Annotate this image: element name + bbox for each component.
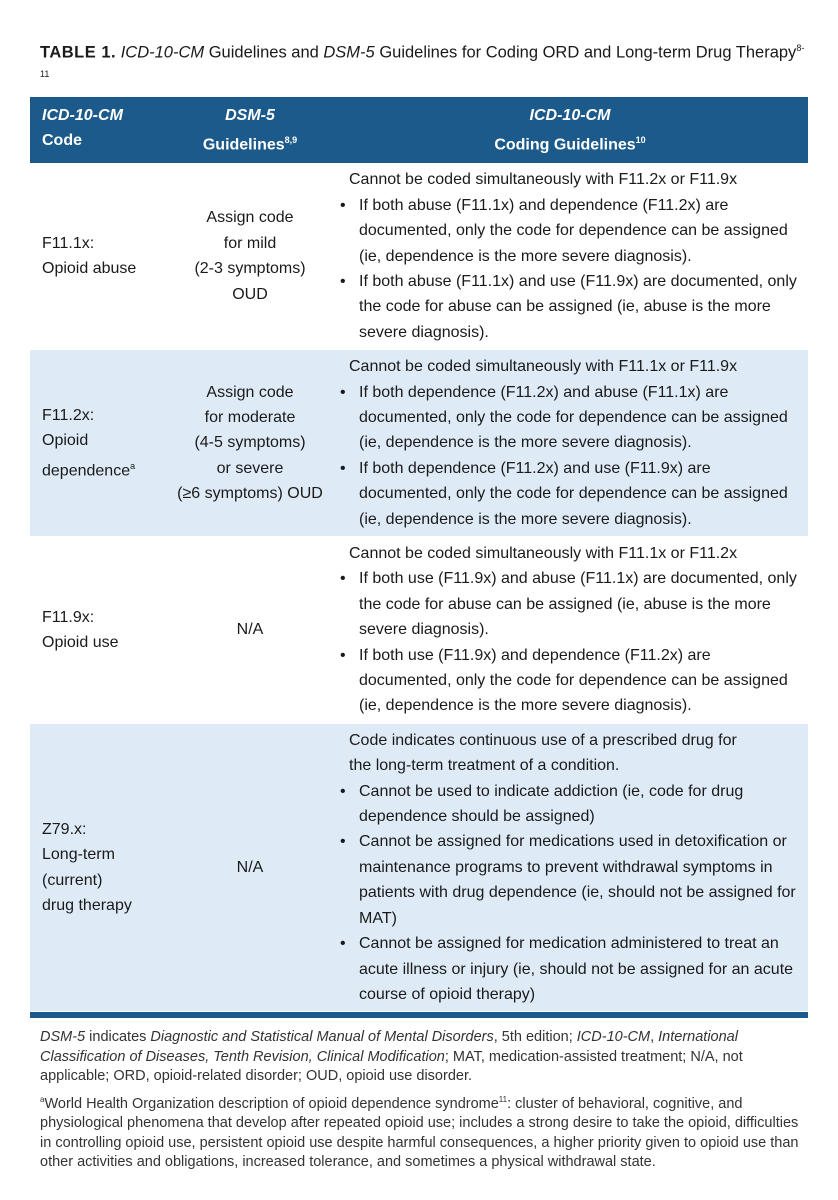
dsm-line: or severe (216, 459, 284, 477)
guideline-item (335, 829, 802, 931)
guideline-list (335, 566, 802, 718)
guideline-text: Cannot be assigned for medications used in detoxification or maintenance programs to prevent withdrawal symptoms in patients with drug dependence (ie, should not be assigned for MAT) (359, 833, 796, 927)
code-text: Z79.x: (42, 820, 87, 838)
guideline-intro: Cannot be coded simultaneously with F11.1x or F11.9x (349, 358, 738, 376)
title-text-1: Guidelines and (204, 43, 324, 62)
dsm-line: N/A (236, 858, 264, 876)
code-text: Opioid use (42, 633, 119, 651)
footnote-marker: a (130, 460, 136, 471)
header-dsm-refs: 8,9 (284, 135, 298, 145)
title-icd: ICD-10-CM (120, 43, 205, 62)
header-guidelines-line2 (332, 128, 808, 157)
code-text: Opioid (42, 432, 89, 450)
cell-dsm (168, 537, 332, 724)
bullet-icon: • (340, 646, 346, 664)
guideline-item (335, 643, 802, 719)
guideline-text: If both abuse (F11.1x) and use (F11.9x) are documented, only the code for abuse can be assigned (ie, abuse is the more severe diagnosis). (359, 272, 797, 341)
title-dsm: DSM-5 (323, 43, 375, 62)
code-line (42, 817, 168, 842)
code-text: (current) (42, 871, 103, 889)
guideline-list (335, 779, 802, 1008)
document-page (30, 38, 808, 1176)
footnote-a-text2: : cluster of behavioral, cognitive, and physiological phenomena that develop after repeated opioid use; includes a strong desire to take the opioid, difficulties in controlling opioid use, persistent opioid use despite harmful consequences, a higher priority given to opioid use than other activities and obligations, increased tolerance, and sometimes a physical withdrawal state. (40, 1095, 799, 1171)
footnote-a (40, 1090, 808, 1173)
guideline-text: Cannot be used to indicate addiction (ie, code for drug dependence should be assigned) (359, 782, 744, 826)
footnote-a-ref: 11 (498, 1094, 508, 1104)
guideline-list (335, 380, 802, 532)
bullet-icon: • (340, 833, 346, 851)
dsm-line: OUD (232, 285, 268, 303)
code-line (42, 403, 168, 428)
dsm-line: (≥6 symptoms) OUD (177, 485, 323, 503)
table-row (30, 163, 808, 349)
header-code (30, 97, 168, 163)
footnotes (30, 1028, 808, 1172)
abbr-icd: ICD-10-CM (576, 1029, 651, 1046)
dsm-line: Assign code (206, 383, 294, 401)
guideline-item (335, 193, 802, 269)
footnote-a-mark: a (40, 1094, 45, 1104)
code-text: dependence (42, 461, 131, 479)
abbr-icd-full: International Classification of Diseases, Tenth Revision, Clinical Modification (40, 1029, 738, 1065)
code-line (42, 842, 168, 867)
guideline-intro: Cannot be coded simultaneously with F11.1x or F11.2x (349, 545, 738, 563)
dsm-line: for moderate (204, 408, 296, 426)
cell-dsm (168, 163, 332, 349)
code-text: Opioid abuse (42, 260, 137, 278)
guideline-text: Cannot be assigned for medication administered to treat an acute illness or injury (ie, should not be assigned for an acute course of opioid therapy) (359, 935, 794, 1003)
code-line (42, 893, 168, 918)
cell-dsm (168, 350, 332, 537)
code-line (42, 231, 168, 256)
code-text: Long-term (42, 846, 115, 864)
header-code-line2: Code (42, 132, 82, 149)
code-line (42, 630, 168, 655)
code-line (42, 605, 168, 630)
abbr-icd-sep: , (650, 1029, 659, 1046)
abbr-dsm-ed: , 5th edition; (493, 1029, 577, 1046)
cell-code (30, 350, 168, 537)
table-body (30, 163, 808, 1012)
guideline-intro: Cannot be coded simultaneously with F11.2x or F11.9x (349, 171, 738, 189)
coding-table (30, 97, 808, 1012)
guideline-item (335, 566, 802, 642)
code-text: F11.2x: (42, 406, 95, 424)
dsm-line: N/A (236, 621, 264, 639)
guideline-item (335, 931, 802, 1007)
code-line (42, 256, 168, 281)
code-line (42, 454, 168, 484)
cell-guidelines (332, 350, 808, 537)
table-row (30, 350, 808, 537)
bullet-icon: • (340, 459, 346, 477)
guideline-intro: Code indicates continuous use of a prescribed drug for (349, 731, 737, 749)
table-bottom-rule (30, 1012, 808, 1018)
abbr-rest: ; MAT, medication-assisted treatment; N/A, not applicable; ORD, opioid-related disorder; OUD, opioid use disorder. (40, 1048, 743, 1085)
header-dsm-line1: DSM-5 (225, 107, 275, 124)
guideline-item (335, 456, 802, 532)
table-title (40, 38, 808, 89)
code-text: drug therapy (42, 897, 132, 914)
code-text: F11.9x: (42, 608, 95, 626)
guideline-item (335, 380, 802, 456)
header-guidelines-refs: 10 (635, 135, 646, 145)
dsm-line: for mild (223, 234, 277, 252)
code-text: F11.1x: (42, 234, 95, 252)
dsm-line: (4-5 symptoms) (194, 434, 306, 452)
cell-code (30, 537, 168, 724)
table-row (30, 537, 808, 724)
guideline-text: If both dependence (F11.2x) and abuse (F11.1x) are documented, only the code for dependence can be assigned (ie, dependence is the more severe diagnosis). (359, 383, 788, 452)
cell-code (30, 723, 168, 1011)
guideline-list (335, 193, 802, 345)
guideline-item (335, 269, 802, 345)
guideline-text: If both abuse (F11.1x) and dependence (F11.2x) are documented, only the code for dependence can be assigned (ie, dependence is the more severe diagnosis). (359, 196, 788, 265)
bullet-icon: • (340, 196, 346, 214)
guideline-text: If both use (F11.9x) and abuse (F11.1x) are documented, only the code for abuse can be assigned (ie, abuse is the more severe diagnosis). (359, 570, 797, 639)
header-dsm (168, 97, 332, 163)
table-header-row (30, 97, 808, 163)
dsm-line: Assign code (206, 209, 294, 227)
bullet-icon: • (340, 570, 346, 588)
header-guidelines (332, 97, 808, 163)
guideline-text: If both dependence (F11.2x) and use (F11.9x) are documented, only the code for dependence can be assigned (ie, dependence is the more severe diagnosis). (359, 459, 788, 528)
table-row (30, 723, 808, 1011)
bullet-icon: • (340, 935, 346, 953)
header-guidelines-label: Coding Guidelines (494, 136, 636, 154)
header-dsm-line2 (168, 128, 332, 157)
bullet-icon: • (340, 782, 346, 800)
cell-code (30, 163, 168, 349)
code-line (42, 868, 168, 893)
table-label: TABLE 1. (40, 43, 117, 62)
dsm-line: (2-3 symptoms) (194, 260, 306, 278)
bullet-icon: • (340, 272, 346, 290)
bullet-icon: • (340, 383, 346, 401)
guideline-text: If both use (F11.9x) and dependence (F11.2x) are documented, only the code for dependence can be assigned (ie, dependence is the more severe diagnosis). (359, 646, 788, 715)
header-code-line1: ICD-10-CM (42, 107, 123, 124)
cell-guidelines (332, 537, 808, 724)
header-guidelines-line1: ICD-10-CM (529, 107, 611, 124)
header-dsm-label: Guidelines (202, 136, 285, 154)
abbr-dsm-full: Diagnostic and Statistical Manual of Mental Disorders (150, 1029, 494, 1046)
cell-dsm (168, 723, 332, 1011)
guideline-item (335, 779, 802, 830)
abbreviations-note (40, 1028, 808, 1087)
abbr-dsm-text: indicates (85, 1029, 151, 1046)
abbr-dsm: DSM-5 (40, 1029, 86, 1046)
title-refs: 8-11 (40, 43, 805, 79)
guideline-intro: the long-term treatment of a condition. (349, 757, 620, 775)
cell-guidelines (332, 163, 808, 349)
code-line (42, 428, 168, 453)
title-text-2: Guidelines for Coding ORD and Long-term Drug Therapy (374, 43, 797, 62)
cell-guidelines (332, 723, 808, 1011)
footnote-a-text1: World Health Organization description of opioid dependence syndrome (44, 1095, 499, 1112)
